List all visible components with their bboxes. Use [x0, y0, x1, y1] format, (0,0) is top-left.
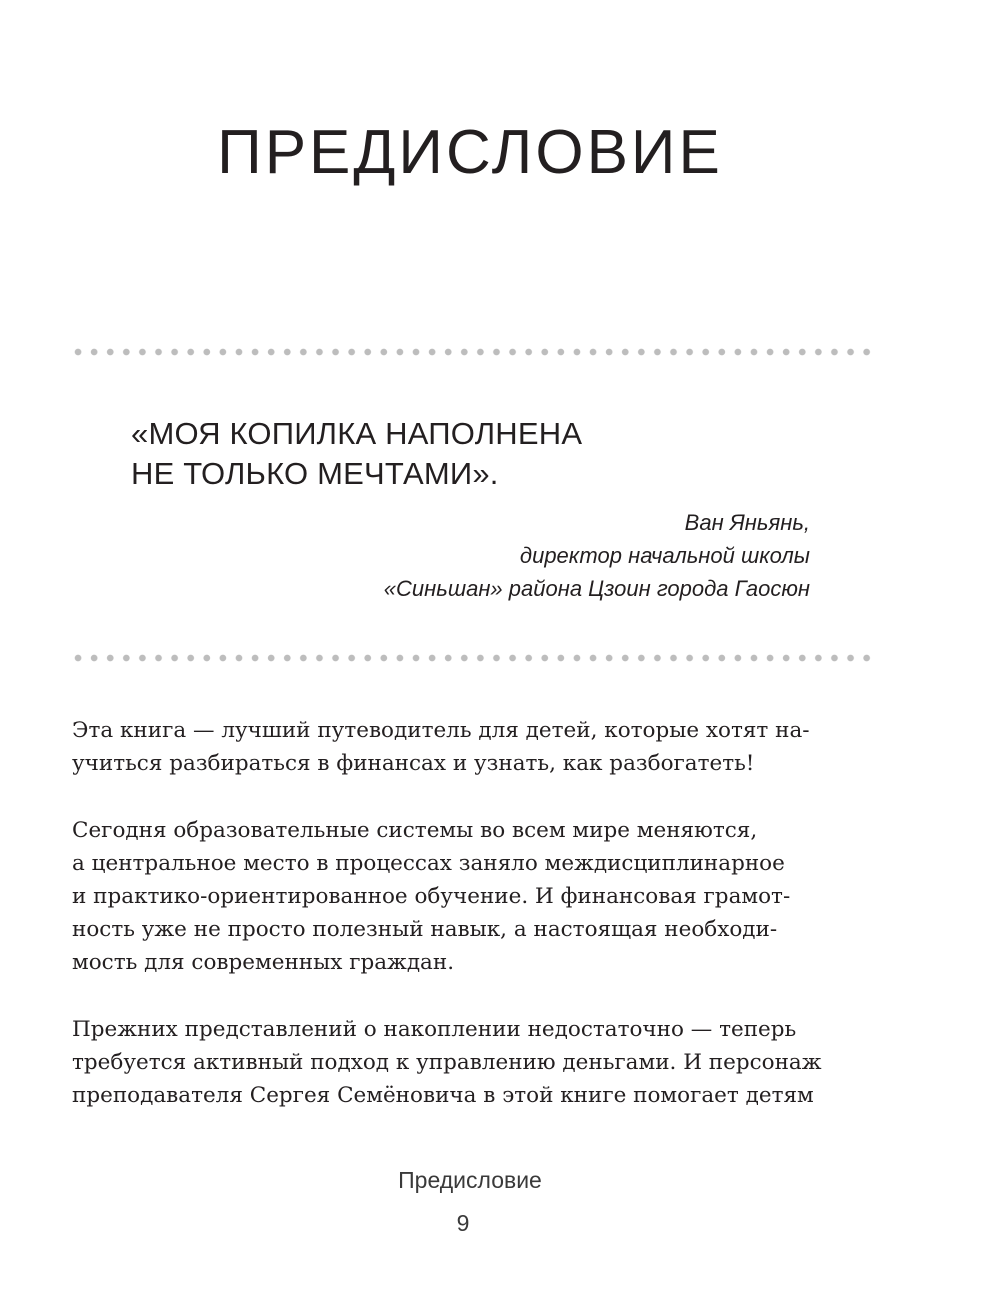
text-line: ность уже не просто полезный навык, а настоящая необходи-	[72, 917, 778, 942]
text-line: мость для современных граждан.	[72, 950, 455, 975]
text-line: Прежних представлений о накоплении недостаточно — теперь	[72, 1017, 797, 1042]
text-line: преподавателя Сергея Семёновича в этой книге помогает детям	[72, 1083, 814, 1108]
text-line: и практико-ориентированное обучение. И финансовая грамот-	[72, 884, 791, 909]
attribution-line: Ван Яньянь,	[684, 510, 810, 535]
text-line: учиться разбираться в финансах и узнать, как разбогатеть!	[72, 751, 755, 776]
text-line: требуется активный подход к управлению деньгами. И персонаж	[72, 1050, 822, 1075]
body-paragraph-1	[72, 714, 868, 780]
page-number: 9	[456, 1210, 470, 1236]
text-line: Эта книга — лучший путеводитель для детей, которые хотят на-	[72, 718, 810, 743]
attribution-line: «Синьшан» района Цзоин города Гаосюн	[383, 576, 810, 601]
attribution-line: директор начальной школы	[519, 543, 810, 568]
epigraph-attribution	[384, 506, 810, 605]
epigraph-quote	[131, 414, 582, 494]
body-paragraph-3	[72, 1013, 868, 1112]
text-line: а центральное место в процессах заняло междисциплинарное	[72, 851, 785, 876]
text-line: Сегодня образовательные системы во всем мире меняются,	[72, 818, 758, 843]
dotted-divider-top	[70, 348, 876, 356]
epigraph-quote-line: НЕ ТОЛЬКО МЕЧТАМИ».	[131, 456, 499, 491]
dotted-divider-bottom	[70, 654, 876, 662]
page-title: ПРЕДИСЛОВИЕ	[217, 118, 723, 187]
running-footer-title: Предисловие	[398, 1167, 542, 1193]
epigraph-quote-line: «МОЯ КОПИЛКА НАПОЛНЕНА	[131, 416, 583, 451]
body-paragraph-2	[72, 814, 868, 979]
